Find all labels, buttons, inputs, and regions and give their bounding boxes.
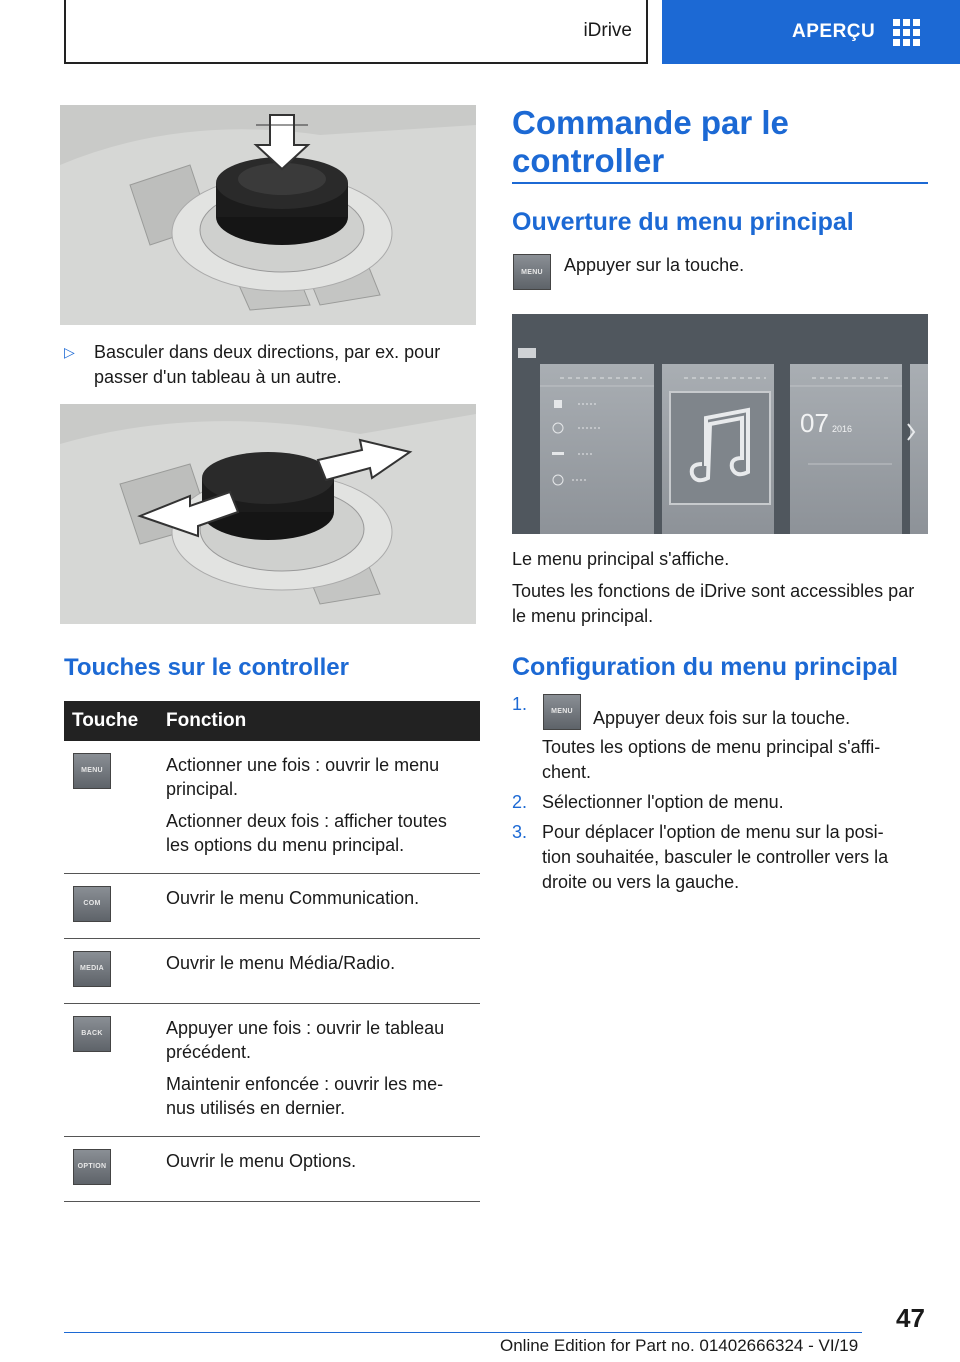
row-text: Actionner une fois : ouvrir le menu principal.: [166, 755, 440, 799]
row-text: Ouvrir le menu Média/Radio.: [166, 953, 396, 973]
table-row: [64, 874, 480, 939]
step-text: Sélectionner l'option de menu.: [542, 792, 784, 812]
row-text: Maintenir enfoncée : ouvrir les me-nus utilisés en dernier.: [166, 1074, 444, 1118]
step-number: 2.: [512, 792, 528, 812]
menu-key-inline: [512, 254, 551, 290]
list-item: [512, 692, 912, 785]
controller-press-illustration: [60, 105, 476, 325]
caption-menu-appears: Le menu principal s'affiche.: [512, 549, 730, 569]
main-menu-screen-image: [512, 314, 928, 534]
com-key-icon: COM: [73, 886, 111, 922]
subheading-controller-keys: Touches sur le controller: [64, 654, 349, 681]
table-header-row: [64, 701, 480, 741]
row-text: Actionner deux fois : afficher toutes les options du menu principal.: [166, 811, 447, 855]
list-item: [512, 820, 912, 895]
table-row: [64, 1137, 480, 1202]
header-chapter-box[interactable]: [662, 0, 960, 64]
controller-tilt-illustration: [60, 404, 476, 624]
header-section: iDrive: [583, 20, 632, 41]
instruction-press-key: Appuyer sur la touche.: [564, 255, 745, 275]
table-row: [64, 741, 480, 874]
page-number: 47: [896, 1303, 925, 1333]
grid-menu-icon: [893, 19, 920, 46]
table-header-function: Fonction: [158, 701, 480, 741]
bullet-text: Basculer dans deux directions, par ex. pour passer d'un tableau à un autre.: [94, 342, 441, 387]
media-key-icon: MEDIA: [73, 951, 111, 987]
menu-key-icon: MENU: [513, 254, 551, 290]
title-divider: [512, 182, 928, 184]
table-row: [64, 1004, 480, 1137]
table-header-key: Touche: [64, 701, 158, 741]
back-key-icon: BACK: [73, 1016, 111, 1052]
step-subtext: Toutes les options de menu principal s'affi-chent.: [542, 737, 881, 782]
steps-list: [512, 694, 912, 900]
step-text: Appuyer deux fois sur la touche.: [593, 708, 851, 728]
header-section-box: [64, 0, 648, 64]
caption-functions-accessible: Toutes les fonctions de iDrive sont accessibles par le menu principal.: [512, 581, 915, 626]
list-item: [512, 790, 912, 815]
heading-configure-main-menu: Configuration du menu principal: [512, 653, 899, 681]
row-text: Ouvrir le menu Communication.: [166, 888, 420, 908]
svg-text:07: 07: [800, 408, 829, 438]
table-row: [64, 939, 480, 1004]
page-title: Commande par le controller: [512, 104, 789, 179]
bullet-triangle-icon: ▷: [64, 344, 75, 360]
keys-table: [64, 701, 480, 1202]
option-key-icon: OPTION: [73, 1149, 111, 1185]
row-text: Appuyer une fois : ouvrir le tableau précédent.: [166, 1018, 445, 1062]
row-text: Ouvrir le menu Options.: [166, 1151, 357, 1171]
step-text: Pour déplacer l'option de menu sur la posi-tion souhaitée, basculer le controller vers la droite ou vers la gauche.: [542, 822, 889, 892]
step-number: 3.: [512, 822, 528, 842]
header-chapter: APERÇU: [792, 21, 876, 42]
svg-text:2016: 2016: [832, 424, 853, 434]
footer-edition: Online Edition for Part no. 01402666324 - VI/19: [500, 1336, 859, 1355]
heading-open-main-menu: Ouverture du menu principal: [512, 208, 854, 236]
menu-key-icon: MENU: [543, 694, 581, 730]
step-number: 1.: [512, 694, 528, 714]
tilt-bullet: [64, 340, 464, 390]
footer-divider: [64, 1332, 862, 1333]
menu-key-icon: MENU: [73, 753, 111, 789]
